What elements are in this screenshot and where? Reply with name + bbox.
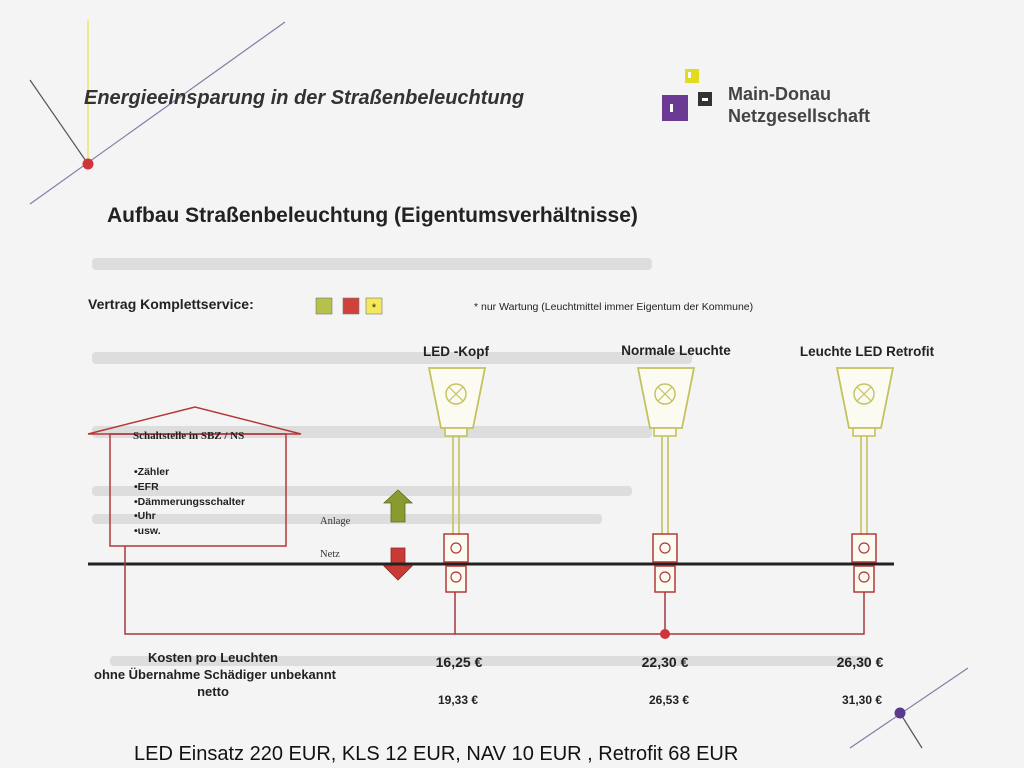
schaltstelle-item: •usw.	[134, 525, 161, 537]
price-bottom: 26,53 €	[648, 693, 690, 707]
schaltstelle-item: •EFR	[134, 481, 159, 493]
legend-green-box	[316, 298, 332, 314]
decoration-top-left	[30, 20, 285, 204]
diagram-heading: Aufbau Straßenbeleuchtung (Eigentumsverhältnisse)	[107, 204, 638, 227]
red-dot-icon	[83, 159, 94, 170]
price-bottom: 31,30 €	[841, 693, 883, 707]
lamp-led-retrofit	[800, 344, 935, 707]
price-top: 22,30 €	[641, 654, 689, 670]
schaltstelle-item: •Zähler	[134, 466, 170, 478]
schaltstelle-item: •Dämmerungsschalter	[134, 496, 246, 508]
lamp-title: LED -Kopf	[423, 344, 489, 359]
schaltstelle-item: •Uhr	[134, 510, 156, 522]
cable-junction-dot	[660, 629, 670, 639]
schaltstelle-title: Schaltstelle in SBZ / NS	[133, 430, 245, 442]
lamp-led-kopf	[423, 344, 489, 707]
logo-line-1: Main-Donau	[728, 84, 831, 104]
kosten-line: ohne Übernahme Schädiger unbekannt	[94, 667, 336, 682]
cable-line-segment	[665, 592, 864, 634]
decoration-bottom-right	[850, 668, 968, 748]
lamp-title: Leuchte LED Retrofit	[799, 344, 935, 359]
netz-label: Netz	[320, 549, 340, 560]
kosten-line: netto	[197, 684, 229, 699]
anlage-label: Anlage	[320, 516, 351, 527]
logo-purple-square	[662, 95, 688, 121]
price-top: 26,30 €	[836, 654, 884, 670]
lamp-normale-leuchte	[621, 343, 731, 707]
lamp-title: Normale Leuchte	[621, 343, 731, 358]
logo-line-2: Netzgesellschaft	[728, 106, 871, 126]
page-title: Energieeinsparung in der Straßenbeleuchtung	[84, 87, 525, 109]
cable-line	[125, 546, 455, 634]
vertrag-label: Vertrag Komplettservice:	[88, 296, 254, 312]
company-logo	[662, 69, 870, 126]
legend-star: *	[371, 302, 377, 314]
cable-line-segment	[455, 592, 665, 634]
logo-yellow-square	[685, 69, 699, 83]
legend-red-box	[343, 298, 359, 314]
legend-note: * nur Wartung (Leuchtmittel immer Eigentum der Kommune)	[474, 301, 754, 313]
purple-dot-icon	[895, 708, 906, 719]
price-bottom: 19,33 €	[437, 693, 479, 707]
footer-note: LED Einsatz 220 EUR, KLS 12 EUR, NAV 10 EUR , Retrofit 68 EUR	[134, 743, 739, 765]
kosten-line: Kosten pro Leuchten	[147, 650, 279, 665]
price-top: 16,25 €	[435, 654, 483, 670]
bleed-through-text	[92, 258, 870, 666]
